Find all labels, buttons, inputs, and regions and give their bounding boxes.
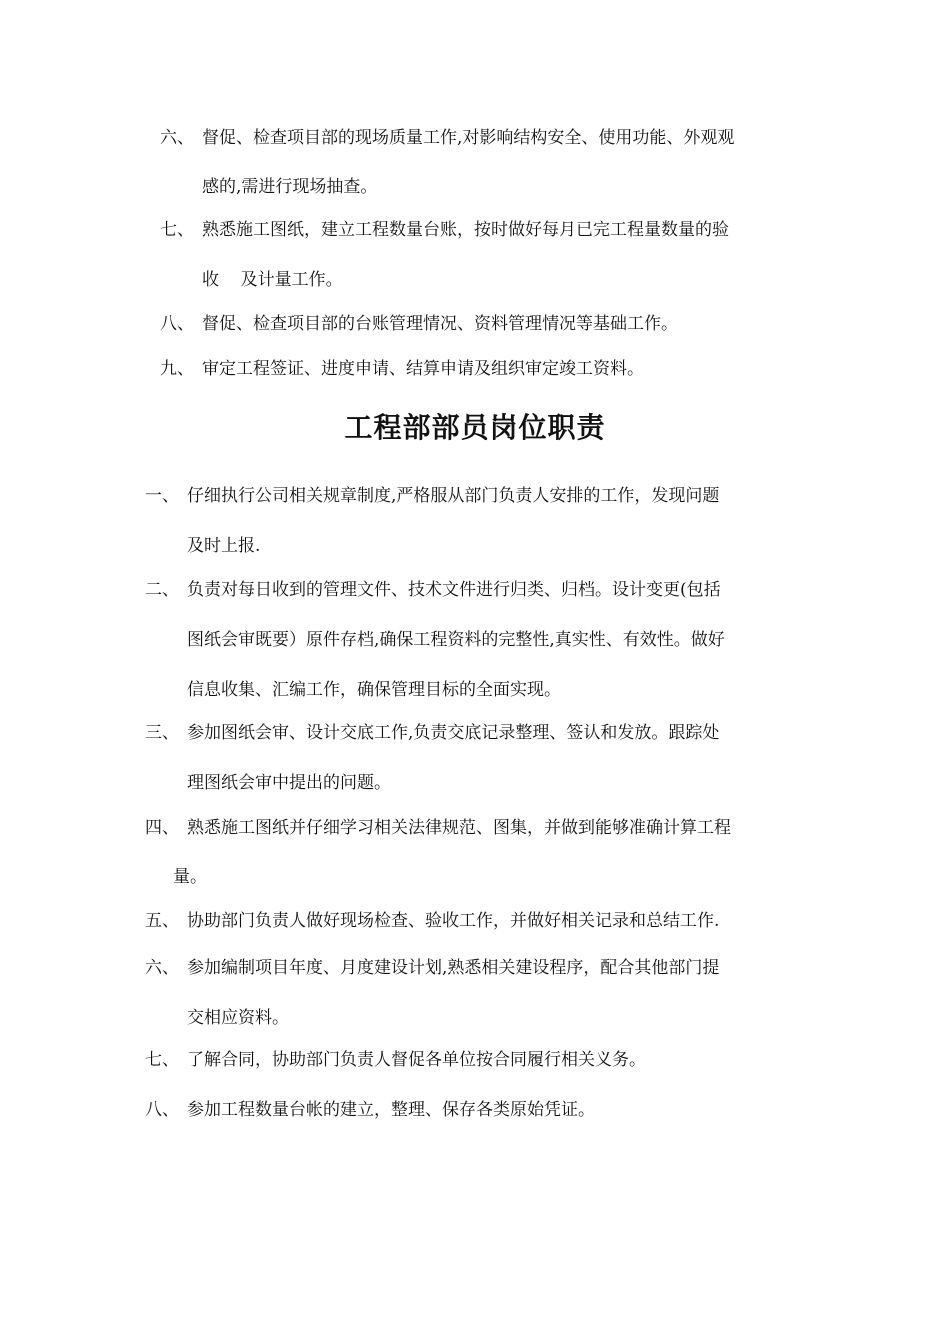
item-number: 六、 <box>160 128 194 148</box>
item-number: 三、 <box>145 723 179 743</box>
item-text-line: 了解合同，协助部门负责人督促各单位按合同履行相关义务。 <box>187 1050 646 1070</box>
item-number: 二、 <box>145 580 179 600</box>
item-text-line: 熟悉施工图纸并仔细学习相关法律规范、图集，并做到能够准确计算工程 <box>187 818 731 838</box>
item-text-line: 仔细执行公司相关规章制度,严格服从部门负责人安排的工作，发现问题 <box>187 486 720 506</box>
item-number: 九、 <box>160 359 194 379</box>
item-text-line: 理图纸会审中提出的问题。 <box>187 773 391 793</box>
item-number: 七、 <box>160 220 194 240</box>
item-text-line: 熟悉施工图纸，建立工程数量台账，按时做好每月已完工程量数量的验 <box>202 220 729 240</box>
item-text-line: 收 及计量工作。 <box>202 270 343 290</box>
item-number: 一、 <box>145 486 179 506</box>
item-text-line: 负责对每日收到的管理文件、技术文件进行归类、归档。设计变更(包括 <box>187 580 721 600</box>
item-text-line: 审定工程签证、进度申请、结算申请及组织审定竣工资料。 <box>202 359 644 379</box>
item-number: 五、 <box>145 911 179 931</box>
item-text-line: 参加图纸会审、设计交底工作,负责交底记录整理、签认和发放。跟踪处 <box>187 723 720 743</box>
item-text-line: 信息收集、汇编工作，确保管理目标的全面实现。 <box>187 680 561 700</box>
item-text-line: 交相应资料。 <box>187 1008 289 1028</box>
item-number: 六、 <box>145 958 179 978</box>
item-text-line: 量。 <box>173 867 207 887</box>
item-number: 八、 <box>160 314 194 334</box>
item-text-line: 参加工程数量台帐的建立，整理、保存各类原始凭证。 <box>187 1100 595 1120</box>
item-text-line: 感的,需进行现场抽查。 <box>202 177 378 197</box>
item-text-line: 图纸会审既要）原件存档,确保工程资料的完整性,真实性、有效性。做好 <box>187 630 725 650</box>
item-text-line: 督促、检查项目部的台账管理情况、资料管理情况等基础工作。 <box>202 314 678 334</box>
item-text-line: 协助部门负责人做好现场检查、验收工作，并做好相关记录和总结工作. <box>187 911 720 931</box>
item-text-line: 督促、检查项目部的现场质量工作,对影响结构安全、使用功能、外观观 <box>202 128 735 148</box>
section-title: 工程部部员岗位职责 <box>344 411 606 444</box>
item-text-line: 及时上报. <box>187 536 261 556</box>
item-number: 八、 <box>145 1100 179 1120</box>
item-number: 四、 <box>145 818 179 838</box>
item-text-line: 参加编制项目年度、月度建设计划,熟悉相关建设程序，配合其他部门提 <box>187 958 720 978</box>
item-number: 七、 <box>145 1050 179 1070</box>
